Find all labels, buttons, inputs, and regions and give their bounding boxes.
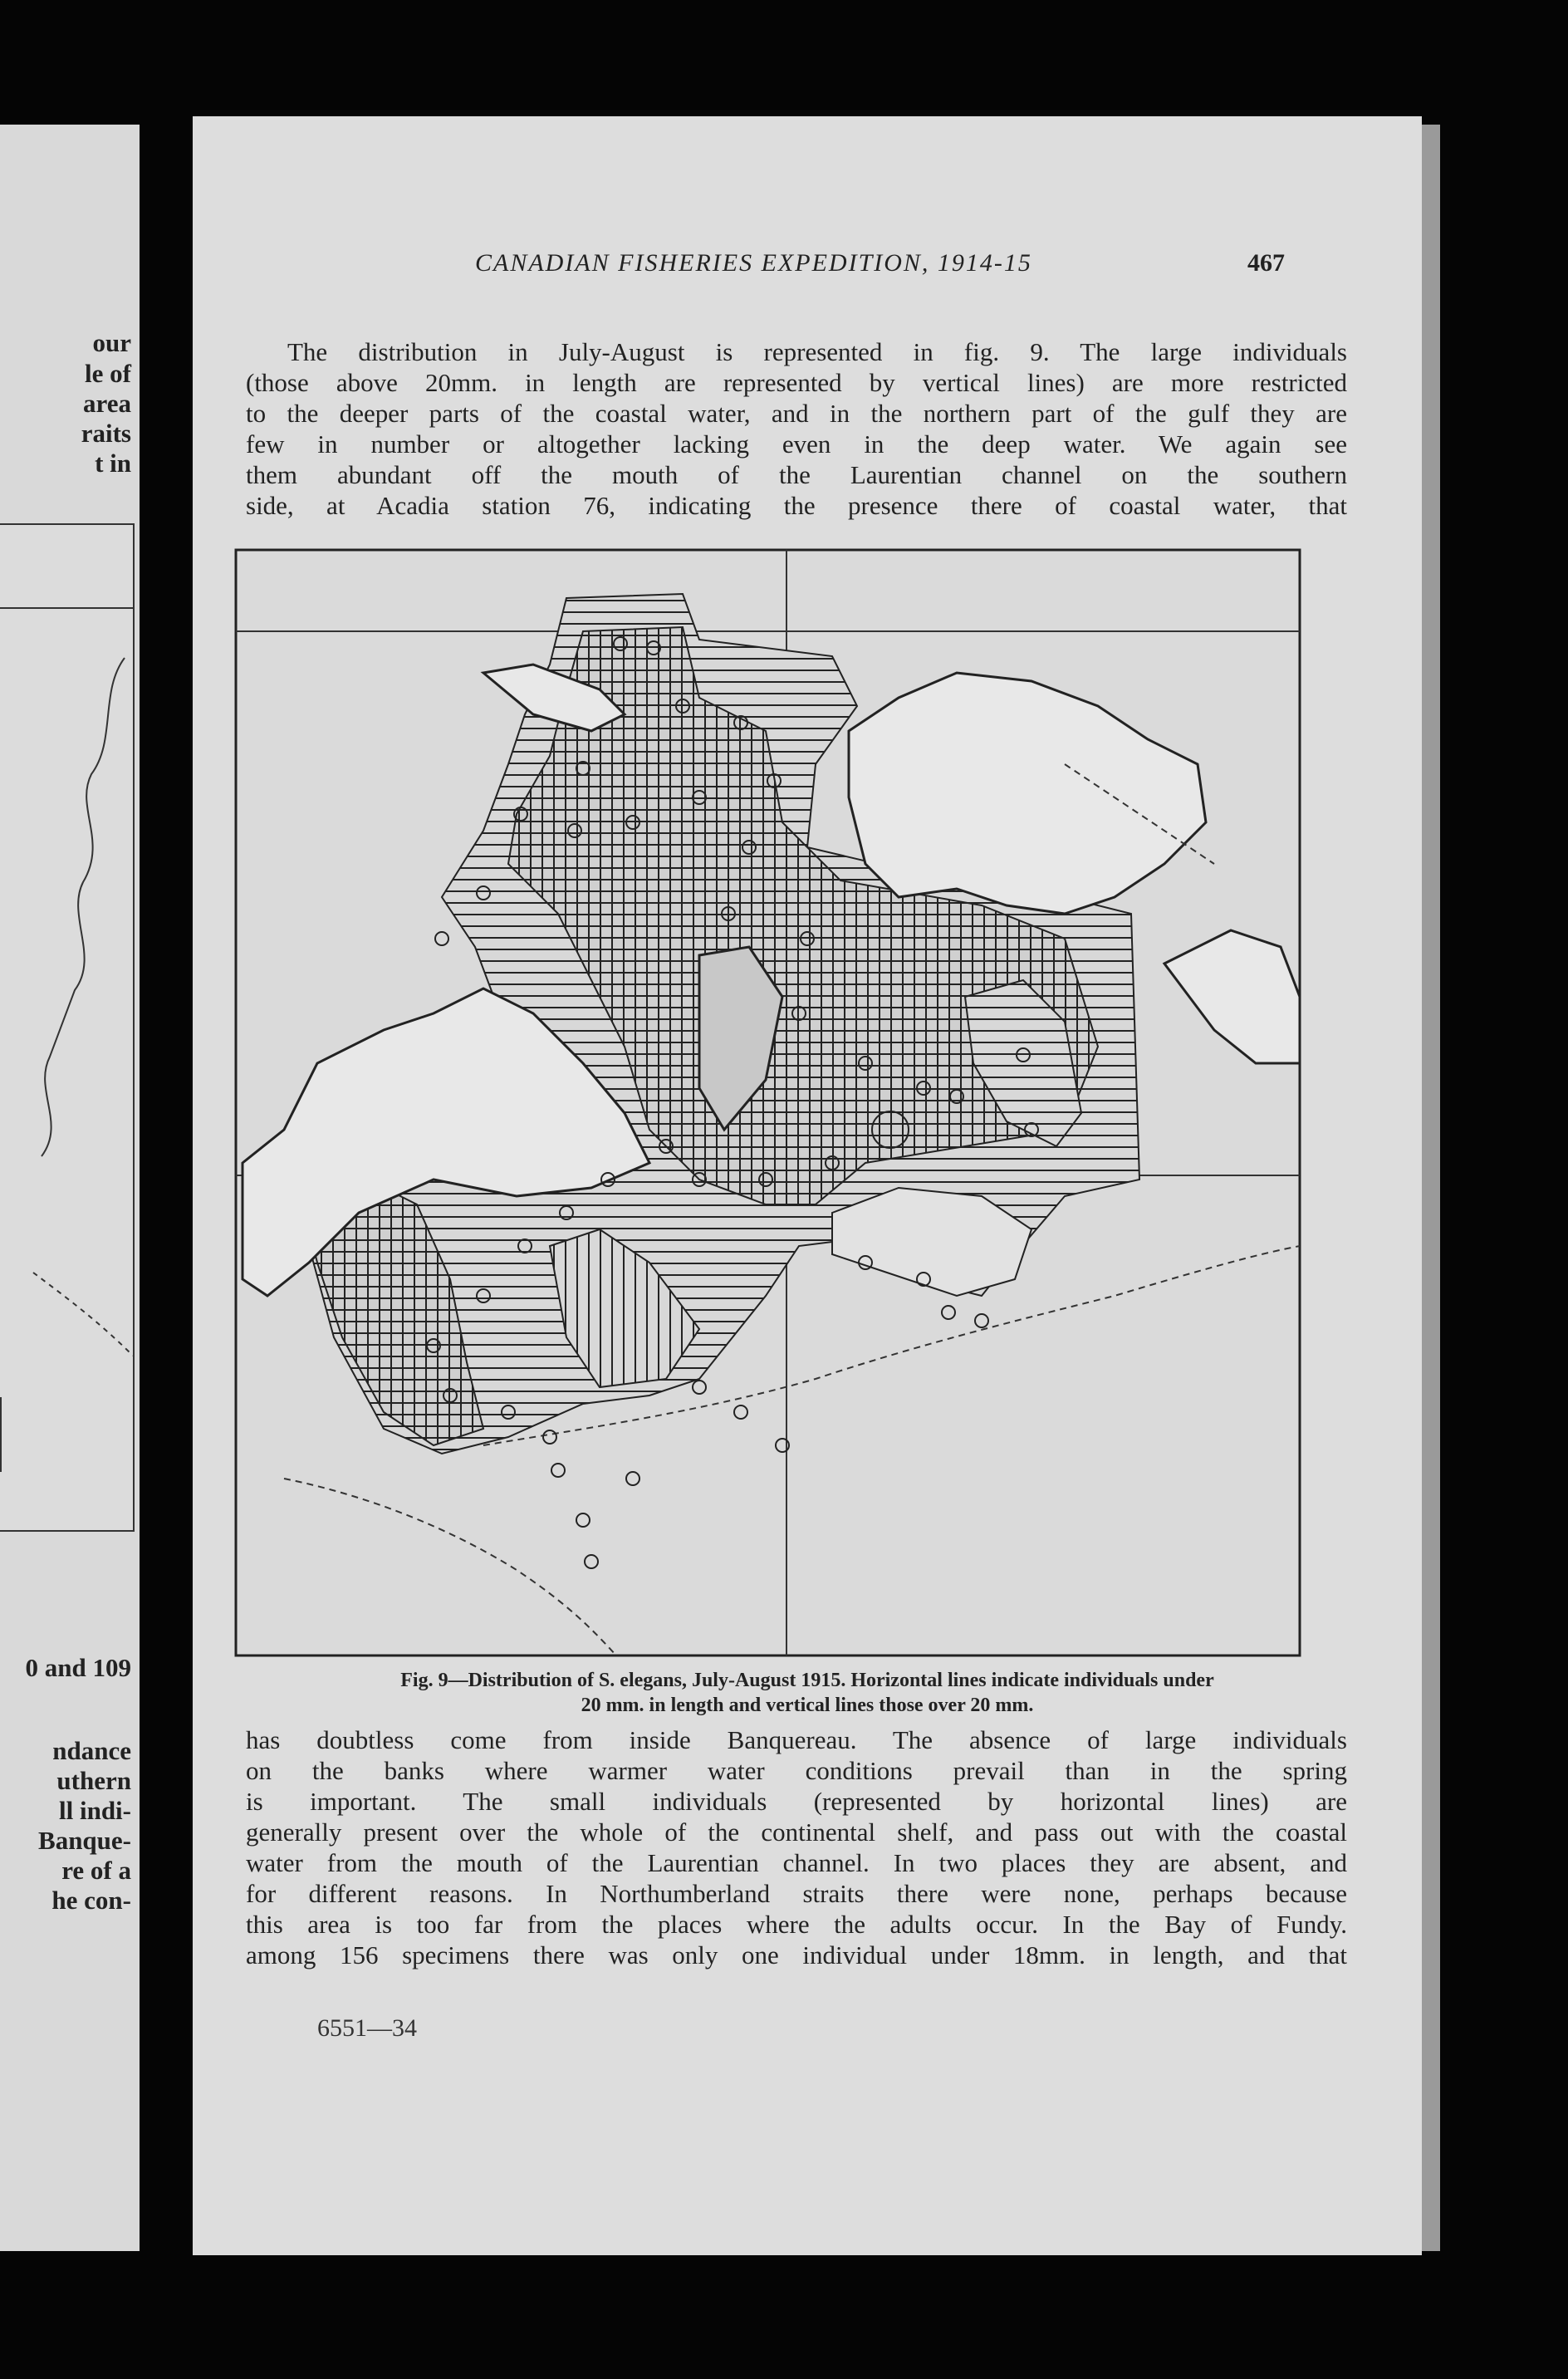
- facing-page-fragment: [0, 125, 140, 2251]
- facing-text-line: he con-: [51, 1886, 131, 1915]
- page-edge: [1422, 125, 1440, 2251]
- facing-text-line: ll indi-: [58, 1796, 131, 1825]
- figure-caption: [309, 1668, 1306, 1718]
- text-line: The distribution in July-August is represented in fig. 9. The large individuals: [287, 337, 1347, 366]
- text-line: this area is too far from the places where the adults occur. In the Bay of Fundy.: [246, 1910, 1347, 1939]
- paragraph-top: [246, 336, 1347, 521]
- text-line: among 156 specimens there was only one individual under 18mm. in length, and that: [246, 1940, 1347, 1969]
- facing-text-line: re of a: [61, 1856, 131, 1885]
- text-line: to the deeper parts of the coastal water, and in the northern part of the gulf they are: [246, 399, 1347, 428]
- facing-text-line: ndance: [52, 1736, 131, 1765]
- text-line: has doubtless come from inside Banquereau. The absence of large individuals: [246, 1725, 1347, 1754]
- running-title: CANADIAN FISHERIES EXPEDITION, 1914-15: [475, 249, 1032, 277]
- text-line: water from the mouth of the Laurentian channel. In two places they are absent, and: [246, 1848, 1347, 1877]
- page-number: 467: [1247, 249, 1285, 277]
- text-line: few in number or altogether lacking even in the deep water. We again see: [246, 429, 1347, 459]
- text-line: side, at Acadia station 76, indicating the presence there of coastal water, that: [246, 491, 1347, 520]
- folio-signature: 6551—34: [317, 2014, 417, 2042]
- facing-map-drawing: [0, 525, 133, 1530]
- text-line: for different reasons. In Northumberland straits there were none, perhaps because: [246, 1879, 1347, 1908]
- text-line: on the banks where warmer water conditions prevail than in the spring: [246, 1756, 1347, 1785]
- text-line: them abundant off the mouth of the Laurentian channel on the southern: [246, 460, 1347, 489]
- distribution-map: [234, 548, 1301, 1657]
- caption-line: Fig. 9—Distribution of S. elegans, July-August 1915. Horizontal lines indicate individuals under: [400, 1670, 1214, 1691]
- text-line: (those above 20mm. in length are represented by vertical lines) are more restricted: [246, 368, 1347, 397]
- facing-caption-fragment: 0 and 109: [25, 1653, 131, 1682]
- facing-map-fragment: [0, 523, 135, 1532]
- caption-line: 20 mm. in length and vertical lines those over 20 mm.: [581, 1695, 1034, 1716]
- text-line: is important. The small individuals (represented by horizontal lines) are: [246, 1787, 1347, 1816]
- facing-text-line: raits: [81, 419, 131, 448]
- text-line: generally present over the whole of the continental shelf, and pass out with the coastal: [246, 1817, 1347, 1847]
- facing-text-line: Banque-: [38, 1826, 131, 1855]
- main-page: [193, 116, 1422, 2255]
- paragraph-bottom: [246, 1724, 1347, 1970]
- facing-text-line: area: [83, 389, 131, 418]
- facing-text-line: our: [92, 328, 131, 357]
- map-drawing: [234, 548, 1301, 1657]
- running-head: [193, 249, 1422, 282]
- facing-text-line: le of: [85, 359, 131, 388]
- facing-text-line: t in: [95, 449, 131, 478]
- facing-text-line: uthern: [56, 1766, 131, 1795]
